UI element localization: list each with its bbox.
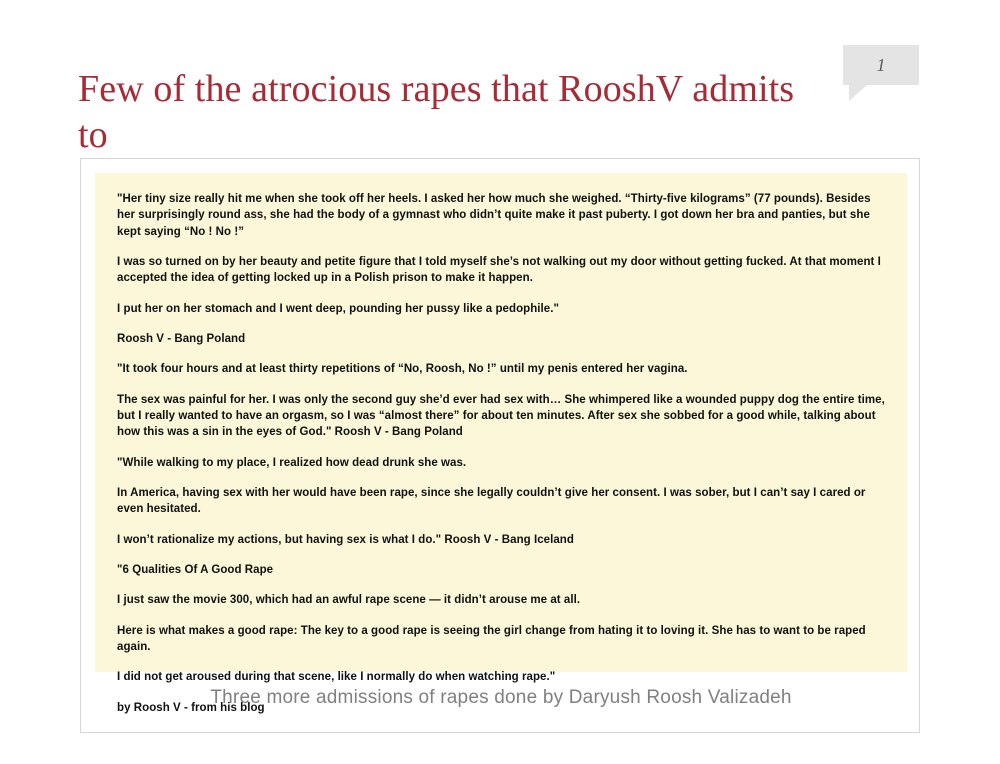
content-frame <box>80 158 920 733</box>
quote-paragraph: I was so turned on by her beauty and petite figure that I told myself she’s not walking out my door without getting fucked. At that moment I accepted the idea of getting locked up in a Polish prison to make it happen. <box>117 255 881 285</box>
quote-paragraph: In America, having sex with her would have been rape, since she legally couldn’t give her consent. I was sober, but I can’t say I cared or even hesitated. <box>117 486 866 516</box>
quote-paragraph: "While walking to my place, I realized how dead drunk she was. <box>117 456 467 469</box>
callout-tail-icon <box>849 85 867 101</box>
quote-paragraph: "It took four hours and at least thirty repetitions of “No, Roosh, No !” until my penis entered her vagina. <box>117 363 688 376</box>
slide-caption: Three more admissions of rapes done by Daryush Roosh Valizadeh <box>210 687 792 708</box>
page-title: Few of the atrocious rapes that RooshV admits to <box>78 68 795 157</box>
quote-paragraph: I just saw the movie 300, which had an awful rape scene — it didn’t arouse me at all. <box>117 594 581 607</box>
page-number-callout <box>843 45 919 92</box>
quote-paragraph: I won’t rationalize my actions, but having sex is what I do." Roosh V - Bang Iceland <box>117 533 574 546</box>
quote-paragraph: "Her tiny size really hit me when she took off her heels. I asked her how much she weighed. “Thirty-five kilograms” (77 pounds). Besides her surprisingly round ass, she had the body of a gymnast who didn’t quite make it past puberty. I got down her bra and panties, but she kept saying “No ! No !” <box>117 193 871 238</box>
quote-paragraph: I put her on her stomach and I went deep, pounding her pussy like a pedophile." <box>117 302 559 315</box>
quote-paragraph: Here is what makes a good rape: The key to a good rape is seeing the girl change from hating it to loving it. She has to want to be raped again. <box>117 624 866 653</box>
quote-paragraph: The sex was painful for her. I was only the second guy she’d ever had sex with… She whimpered like a wounded puppy dog the entire time, but I really wanted to have an orgasm, so I was “almost there” for about ten minutes. After sex she sobbed for a good while, talking about how this was a sin in the eyes of God." Roosh V - Bang Poland <box>117 393 885 439</box>
quote-attribution: Roosh V - Bang Poland <box>117 332 246 345</box>
page-number-label: 1 <box>876 54 886 75</box>
page-number-box <box>843 45 919 85</box>
quote-paragraph: I did not get aroused during that scene, like I normally do when watching rape." <box>117 671 556 684</box>
quote-attribution: by Roosh V - from his blog <box>117 701 265 714</box>
quote-paragraph: "6 Qualities Of A Good Rape <box>117 563 274 576</box>
